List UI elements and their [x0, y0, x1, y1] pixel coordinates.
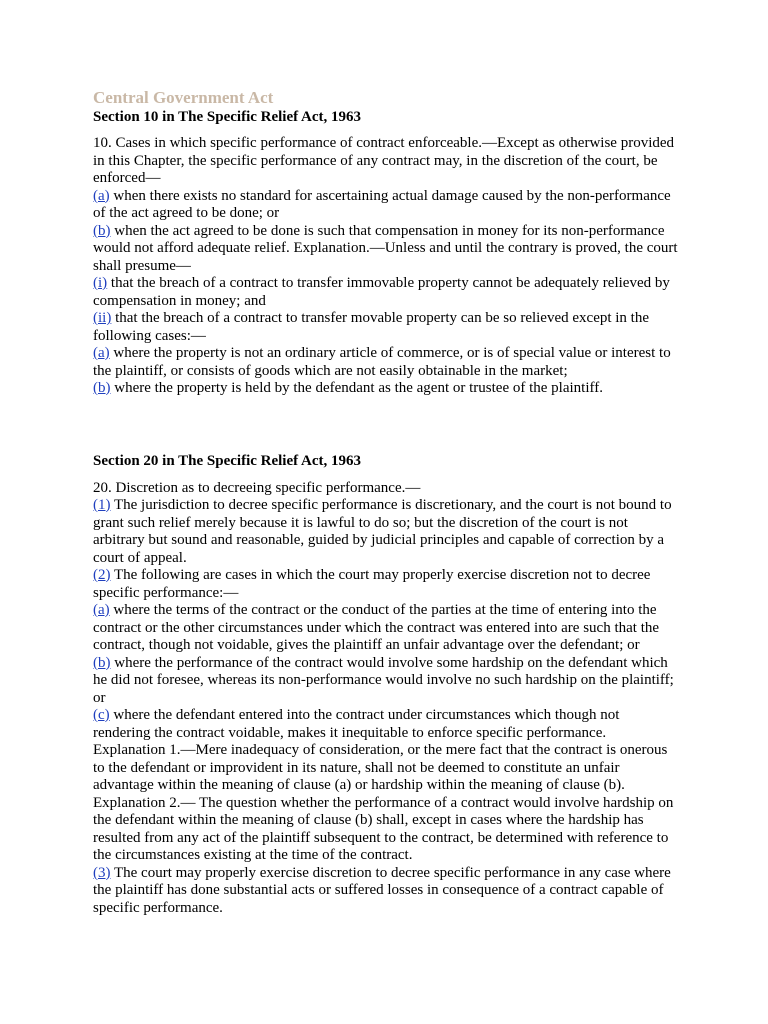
paragraph-text: The following are cases in which the court may properly exercise discretion not to decree specific performance:— [93, 567, 651, 601]
clause-link[interactable]: (1) [93, 497, 111, 513]
paragraph-text: The jurisdiction to decree specific performance is discretionary, and the court is not bound to grant such relief merely because it is lawful to do so; but the discretion of the court is not arbitrary but sound and reasonable, guided by judicial principles and capable of correction by a court of appeal. [93, 497, 672, 566]
clause-link[interactable]: (2) [93, 567, 111, 583]
clause-link[interactable]: (i) [93, 275, 108, 291]
paragraph [93, 865, 678, 918]
paragraph [93, 188, 678, 223]
paragraph [93, 655, 678, 708]
paragraph-text: 20. Discretion as to decreeing specific performance.— [93, 479, 421, 496]
section-10-title: Section 10 in The Specific Relief Act, 1963 [93, 109, 362, 125]
clause-link[interactable]: (b) [93, 654, 111, 671]
paragraph-text: that the breach of a contract to transfer immovable property cannot be adequately relieved by compensation in money; and [93, 275, 670, 309]
paragraph [93, 135, 678, 188]
paragraph [93, 480, 678, 498]
clause-link[interactable]: (b) [93, 380, 111, 396]
paragraph-text: where the property is not an ordinary article of commerce, or is of special value or interest to the plaintiff, or consists of goods which are not easily obtainable in the market; [93, 345, 671, 379]
source-label: Central Government Act [93, 88, 274, 107]
paragraph [93, 275, 678, 310]
paragraph-text: 10. Cases in which specific performance of contract enforceable.—Except as otherwise provided in this Chapter, the specific performance of any contract may, in the discretion of the court, be enforced— [93, 135, 675, 186]
clause-link[interactable]: (3) [93, 864, 111, 881]
clause-link[interactable]: (ii) [93, 310, 112, 326]
paragraph [93, 345, 678, 380]
paragraph [93, 707, 678, 865]
clause-link[interactable]: (a) [93, 602, 110, 618]
paragraph [93, 310, 678, 345]
clause-link[interactable]: (a) [93, 187, 110, 204]
paragraph-text: where the property is held by the defendant as the agent or trustee of the plaintiff. [110, 380, 603, 396]
paragraph [93, 223, 678, 276]
clause-link[interactable]: (b) [93, 222, 111, 239]
paragraph-text: where the performance of the contract would involve some hardship on the defendant which he did not foresee, whereas its non-performance would involve no such hardship on the plaintiff; or [93, 654, 674, 706]
paragraph-text: when there exists no standard for ascertaining actual damage caused by the non-performance of the act agreed to be done; or [93, 187, 671, 221]
paragraph [93, 567, 678, 602]
paragraph-text: that the breach of a contract to transfer movable property can be so relieved except in the following cases:— [93, 310, 650, 344]
paragraph [93, 497, 678, 567]
clause-link[interactable]: (c) [93, 707, 110, 723]
section-20-body [93, 480, 678, 918]
section-20-title: Section 20 in The Specific Relief Act, 1963 [93, 452, 362, 469]
paragraph [93, 380, 678, 398]
clause-link[interactable]: (a) [93, 345, 110, 361]
paragraph-text: where the terms of the contract or the conduct of the parties at the time of entering into the contract or the other circumstances under which the contract was entered into are such that the contract, though not voidable, gives the plaintiff an unfair advantage over the defendant; or [93, 602, 660, 653]
paragraph-text: The court may properly exercise discretion to decree specific performance in any case where the plaintiff has done substantial acts or suffered losses in consequence of a contract capable of specific performance. [93, 864, 671, 916]
paragraph-text: when the act agreed to be done is such that compensation in money for its non-performance would not afford adequate relief. Explanation.—Unless and until the contrary is proved, the court shall presume— [93, 222, 678, 274]
document-page [93, 88, 678, 917]
paragraph-text: where the defendant entered into the contract under circumstances which though not rendering the contract voidable, makes it inequitable to enforce specific performance. Explanation 1.—Mere inadequacy of consideration, or the mere fact that the contract is onerous to the defendant or improvident in its nature, shall not be deemed to constitute an unfair advantage within the meaning of clause (a) or hardship within the meaning of clause (b). Explanation 2.— The question whether the performance of a contract would involve hardship on the defendant within the meaning of clause (b) shall, except in cases where the hardship has resulted from any act of the plaintiff subsequent to the contract, be determined with reference to the circumstances existing at the time of the contract. [93, 707, 674, 863]
paragraph [93, 602, 678, 655]
section-10-body [93, 135, 678, 398]
